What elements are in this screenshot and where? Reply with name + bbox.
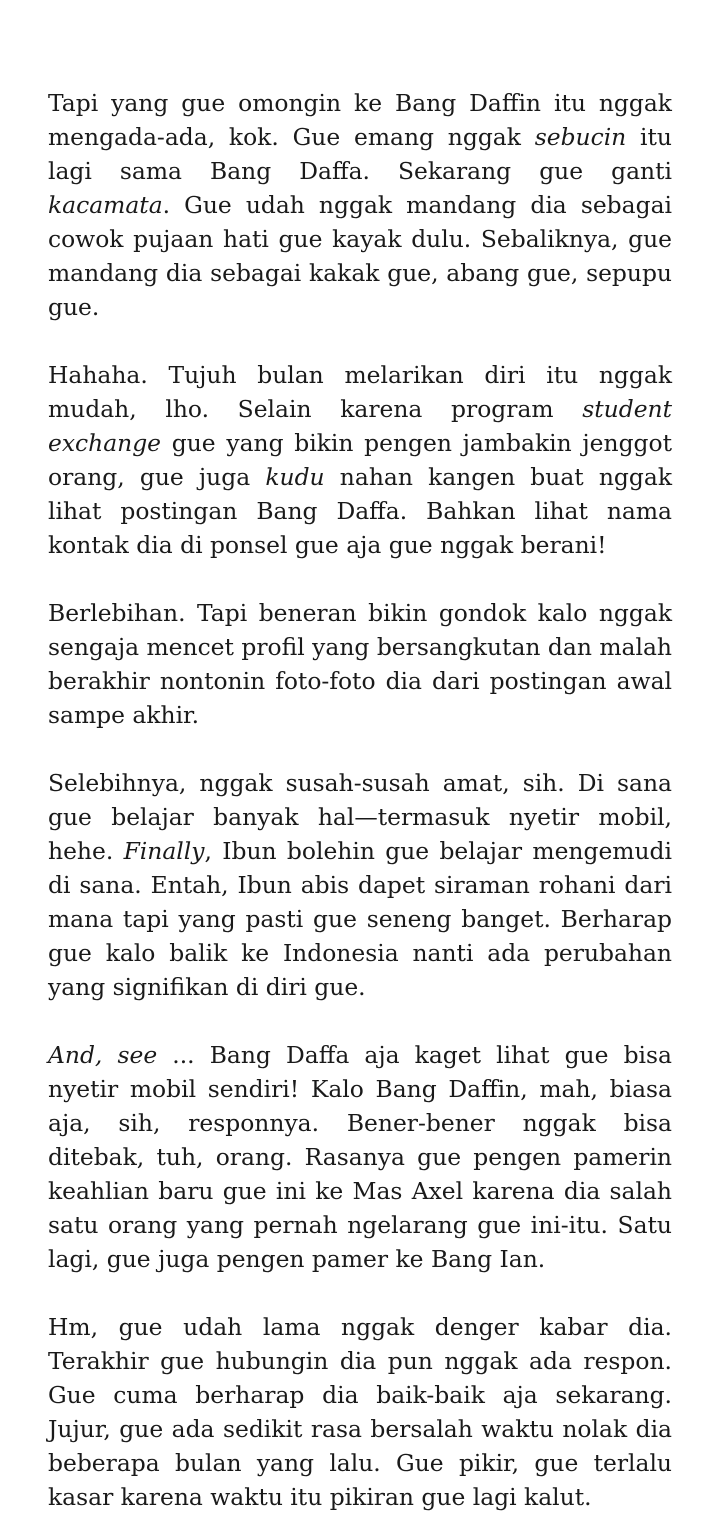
text-run: gue yang bikin pengen jambakin jenggot orang, gue juga [48,429,672,491]
italic-text-run: kudu [265,463,325,491]
italic-text-run: Finally [123,837,205,865]
reading-text [48,86,672,1514]
text-run: , Ibun bolehin gue belajar mengemudi di sana. Entah, Ibun abis dapet siraman rohani dari mana tapi yang pasti gue seneng banget. Berharap gue kalo balik ke Indonesia nanti ada perubahan yang signifikan di diri gue. [48,837,672,1001]
text-run: ... Bang Daffa aja kaget lihat gue bisa nyetir mobil sendiri! Kalo Bang Daffin, mah, biasa aja, sih, responnya. Bener-bener nggak bisa ditebak, tuh, orang. Rasanya gue pengen pamerin keahlian baru gue ini ke Mas Axel karena dia salah satu orang yang pernah ngelarang gue ini-itu. Satu lagi, gue juga pengen pamer ke Bang Ian. [48,1041,672,1273]
paragraph [48,86,672,324]
text-run: nahan kangen buat nggak lihat postingan Bang Daffa. Bahkan lihat nama kontak dia di ponsel gue aja gue nggak berani! [48,463,672,559]
text-run: Berlebihan. Tapi beneran bikin gondok kalo nggak sengaja mencet profil yang bersangkutan dan malah berakhir nontonin foto-foto dia dari postingan awal sampe akhir. [48,599,672,729]
paragraph [48,596,672,732]
italic-text-run: sebucin [534,123,627,151]
italic-text-run: kacamata [48,191,163,219]
paragraph [48,358,672,562]
text-run: Selebihnya, nggak susah-susah amat, sih. Di sana gue belajar banyak hal—termasuk nyetir mobil, hehe. [48,769,672,865]
text-run: . Gue udah nggak mandang dia sebagai cowok pujaan hati gue kayak dulu. Sebaliknya, gue mandang dia sebagai kakak gue, abang gue, sepupu gue. [48,191,672,321]
paragraph [48,1038,672,1276]
paragraph [48,1310,672,1514]
text-run: itu lagi sama Bang Daffa. Sekarang gue ganti [48,123,672,185]
paragraph [48,766,672,1004]
text-run: Hm, gue udah lama nggak denger kabar dia. Terakhir gue hubungin dia pun nggak ada respon. Gue cuma berharap dia baik-baik aja sekarang. Jujur, gue ada sedikit rasa bersalah waktu nolak dia beberapa bulan yang lalu. Gue pikir, gue terlalu kasar karena waktu itu pikiran gue lagi kalut. [48,1313,672,1511]
italic-text-run: And, see [48,1041,158,1069]
italic-text-run: student exchange [48,395,672,457]
text-run: Tapi yang gue omongin ke Bang Daffin itu nggak mengada-ada, kok. Gue emang nggak [48,89,672,151]
text-run: Hahaha. Tujuh bulan melarikan diri itu nggak mudah, lho. Selain karena program [48,361,672,423]
